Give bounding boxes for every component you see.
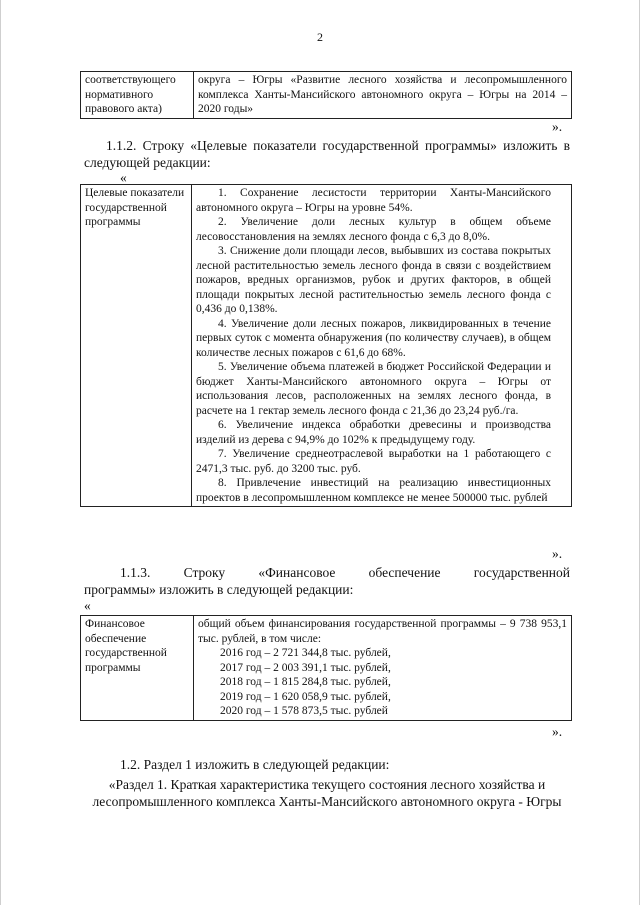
paragraph-1-2: 1.2. Раздел 1 изложить в следующей редакции:: [120, 757, 390, 772]
quote-close-2: ».: [552, 546, 563, 561]
page-number: 2: [317, 30, 323, 44]
table1-right-cell: округа – Югры «Развитие лесного хозяйства и лесопромышленного комплекса Ханты-Мансийского автономного округа – Югры на 2014 – 2020 годы»: [194, 72, 572, 119]
financing-year: 2016 год – 2 721 344,8 тыс. рублей,: [220, 647, 391, 659]
table3-left-cell: Финансовое обеспечение государственной программы: [81, 616, 194, 721]
table2-left-cell: Целевые показатели государственной программы: [81, 185, 192, 507]
indicator-item: 2. Увеличение доли лесных культур в общем объеме лесовосстановления на землях лесного фонда с 6,3 до 8,0%.: [196, 216, 551, 243]
table-financing: [80, 615, 572, 721]
financing-total: общий объем финансирования государственной программы – 9 738 953,1 тыс. рублей, в том числе:: [198, 618, 567, 645]
paragraph-1-1-2: 1.1.2. Строку «Целевые показатели государственной программы» изложить в следующей редакции:: [84, 138, 570, 170]
table-responsible-executor: [80, 71, 572, 119]
paragraph-1-1-3-line1: 1.1.3. Строку «Финансовое обеспечение государственной: [120, 565, 570, 580]
section-title: «Раздел 1. Краткая характеристика текущего состояния лесного хозяйства и лесопромышленного комплекса Ханты-Мансийского автономного округа - Югры: [92, 777, 562, 809]
table1-left-cell: соответствующего нормативного правового акта): [81, 72, 194, 119]
table-target-indicators: [80, 184, 572, 507]
financing-year: 2020 год – 1 578 873,5 тыс. рублей: [220, 705, 388, 717]
quote-close-1: ».: [552, 119, 563, 134]
indicator-item: 3. Снижение доли площади лесов, выбывших из состава покрытых лесной растительностью земель лесного фонда в связи с воздействием пожаров, вредных организмов, рубок и других факторов, в общей площади покрытых лесной растительностью земель лесного фонда с 0,436 до 0,138%.: [196, 245, 551, 315]
financing-year: 2019 год – 1 620 058,9 тыс. рублей,: [220, 690, 391, 703]
scan-edge-left: [0, 0, 1, 905]
indicator-item: 1. Сохранение лесистости территории Ханты-Мансийского автономного округа – Югры на уровне 54%.: [196, 187, 551, 214]
quote-open-3: «: [84, 598, 91, 613]
financing-year: 2017 год – 2 003 391,1 тыс. рублей,: [220, 661, 391, 674]
indicator-item: 7. Увеличение среднеотраслевой выработки на 1 работающего с 2471,3 тыс. руб. до 3200 тыс. руб.: [196, 448, 551, 475]
quote-close-3: ».: [552, 724, 563, 739]
indicator-item: 6. Увеличение индекса обработки древесины и производства изделий из дерева с 94,9% до 102% к предыдущему году.: [196, 419, 551, 446]
table3-right-cell: [194, 616, 572, 721]
paragraph-1-1-3-line2: программы» изложить в следующей редакции:: [84, 582, 354, 597]
indicator-item: 8. Привлечение инвестиций на реализацию инвестиционных проектов в лесопромышленном комплексе не менее 500000 тыс. рублей: [196, 477, 551, 504]
table2-right-cell: [192, 185, 572, 507]
quote-open-2: «: [120, 170, 127, 185]
financing-year: 2018 год – 1 815 284,8 тыс. рублей,: [220, 676, 391, 688]
indicator-item: 5. Увеличение объема платежей в бюджет Российской Федерации и бюджет Ханты-Мансийского автономного округа – Югры от использования лесов, расположенных на землях лесного фонда, в расчете на 1 гектар земель лесного фонда с 21,36 до 23,24 руб./га.: [196, 361, 551, 417]
indicator-item: 4. Увеличение доли лесных пожаров, ликвидированных в течение первых суток с момента обнаружения (по количеству случаев), в общем количестве лесных пожаров с 61,6 до 68%.: [196, 317, 551, 359]
